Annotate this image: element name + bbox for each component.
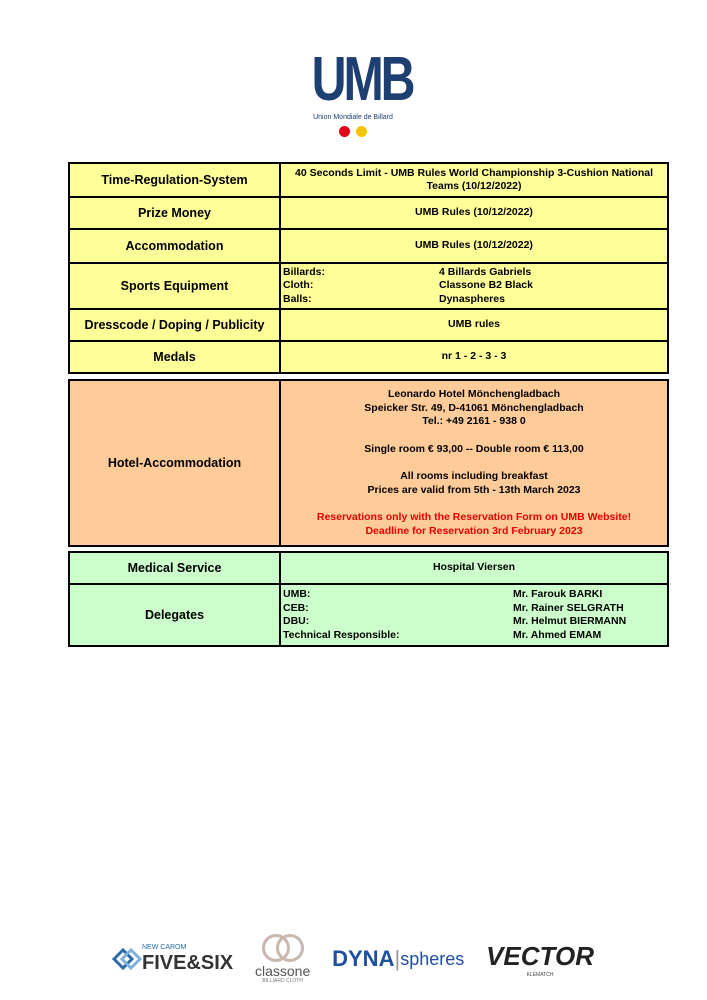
classone-name: classone bbox=[255, 963, 311, 979]
row-label: Prize Money bbox=[69, 197, 280, 229]
logo-dots bbox=[300, 124, 406, 142]
vector-tag: KLEMATCH bbox=[526, 971, 554, 978]
delegates-list bbox=[280, 584, 668, 646]
fivesix-logo bbox=[112, 944, 233, 975]
table-row bbox=[69, 341, 668, 373]
row-value: 40 Seconds Limit - UMB Rules World Championship 3-Cushion National Teams (10/12/2022) bbox=[280, 163, 668, 197]
delegate-item: Technical Responsible: Mr. Ahmed EMAM bbox=[283, 628, 602, 641]
row-label: Time-Regulation-System bbox=[69, 163, 280, 197]
delegate-item: DBU: Mr. Helmut BIERMANN bbox=[283, 615, 627, 627]
breakfast-note: All rooms including breakfast bbox=[400, 470, 548, 482]
table-row bbox=[69, 263, 668, 309]
delegate-item: UMB: Mr. Farouk BARKI bbox=[283, 588, 603, 600]
row-value: UMB Rules (10/12/2022) bbox=[280, 197, 668, 229]
diamond-icon bbox=[112, 946, 142, 972]
hotel-tel: Tel.: +49 2161 - 938 0 bbox=[422, 415, 526, 427]
row-value: UMB rules bbox=[280, 309, 668, 341]
fivesix-tagline: NEW CAROM bbox=[142, 943, 187, 951]
delegate-item: CEB: Mr. Rainer SELGRATH bbox=[283, 601, 624, 614]
hotel-label: Hotel-Accommodation bbox=[69, 380, 280, 546]
umb-logo bbox=[300, 44, 413, 150]
dynaspheres-logo: DYNA | spheres bbox=[332, 946, 465, 971]
sponsor-logos bbox=[112, 926, 594, 992]
table-row bbox=[69, 309, 668, 341]
equipment-list bbox=[280, 263, 668, 309]
row-value: nr 1 - 2 - 3 - 3 bbox=[280, 341, 668, 373]
medical-label: Medical Service bbox=[69, 552, 280, 584]
table-row bbox=[69, 163, 668, 197]
logo-mark: UMB bbox=[311, 45, 413, 114]
hotel-address: Speicker Str. 49, D-41061 Mönchengladbach bbox=[364, 401, 584, 414]
hotel-table bbox=[68, 379, 669, 547]
yellow-dot-icon bbox=[356, 126, 367, 137]
equipment-item: Cloth: Classone B2 Black bbox=[283, 279, 533, 292]
classone-tag: BILLIARD CLOTH bbox=[262, 978, 303, 984]
vector-logo bbox=[486, 941, 594, 978]
table-row bbox=[69, 552, 668, 584]
regulations-table bbox=[68, 162, 669, 374]
hotel-details bbox=[280, 380, 668, 546]
row-value: UMB Rules (10/12/2022) bbox=[280, 229, 668, 263]
medical-value: Hospital Viersen bbox=[280, 552, 668, 584]
room-prices: Single room € 93,00 -- Double room € 113,00 bbox=[364, 442, 584, 455]
fivesix-name: FIVE&SIX bbox=[142, 951, 234, 974]
reservation-note: Reservations only with the Reservation Form on UMB Website! bbox=[316, 511, 632, 523]
table-row bbox=[69, 197, 668, 229]
logo-subtitle: Union Mondiale de Billard bbox=[313, 114, 393, 121]
classone-logo bbox=[255, 934, 310, 984]
hotel-name: Leonardo Hotel Mönchengladbach bbox=[387, 388, 561, 400]
dyna-light: spheres bbox=[400, 948, 465, 969]
price-validity: Prices are valid from 5th - 13th March 2023 bbox=[367, 483, 581, 496]
row-label: Accommodation bbox=[69, 229, 280, 263]
row-label: Sports Equipment bbox=[69, 263, 280, 309]
equipment-item: Billards: 4 Billards Gabriels bbox=[283, 265, 532, 278]
dyna-bold: DYNA bbox=[332, 946, 395, 971]
rings-icon bbox=[260, 934, 306, 964]
row-label: Dresscode / Doping / Publicity bbox=[69, 309, 280, 341]
reservation-deadline: Deadline for Reservation 3rd February 2023 bbox=[365, 524, 583, 537]
table-row bbox=[69, 229, 668, 263]
vector-name: VECTOR bbox=[486, 940, 594, 971]
table-row bbox=[69, 380, 668, 546]
table-row bbox=[69, 584, 668, 646]
services-table bbox=[68, 551, 669, 647]
equipment-item: Balls: Dynaspheres bbox=[283, 292, 505, 305]
row-label: Medals bbox=[69, 341, 280, 373]
delegates-label: Delegates bbox=[69, 584, 280, 646]
red-dot-icon bbox=[339, 126, 350, 137]
